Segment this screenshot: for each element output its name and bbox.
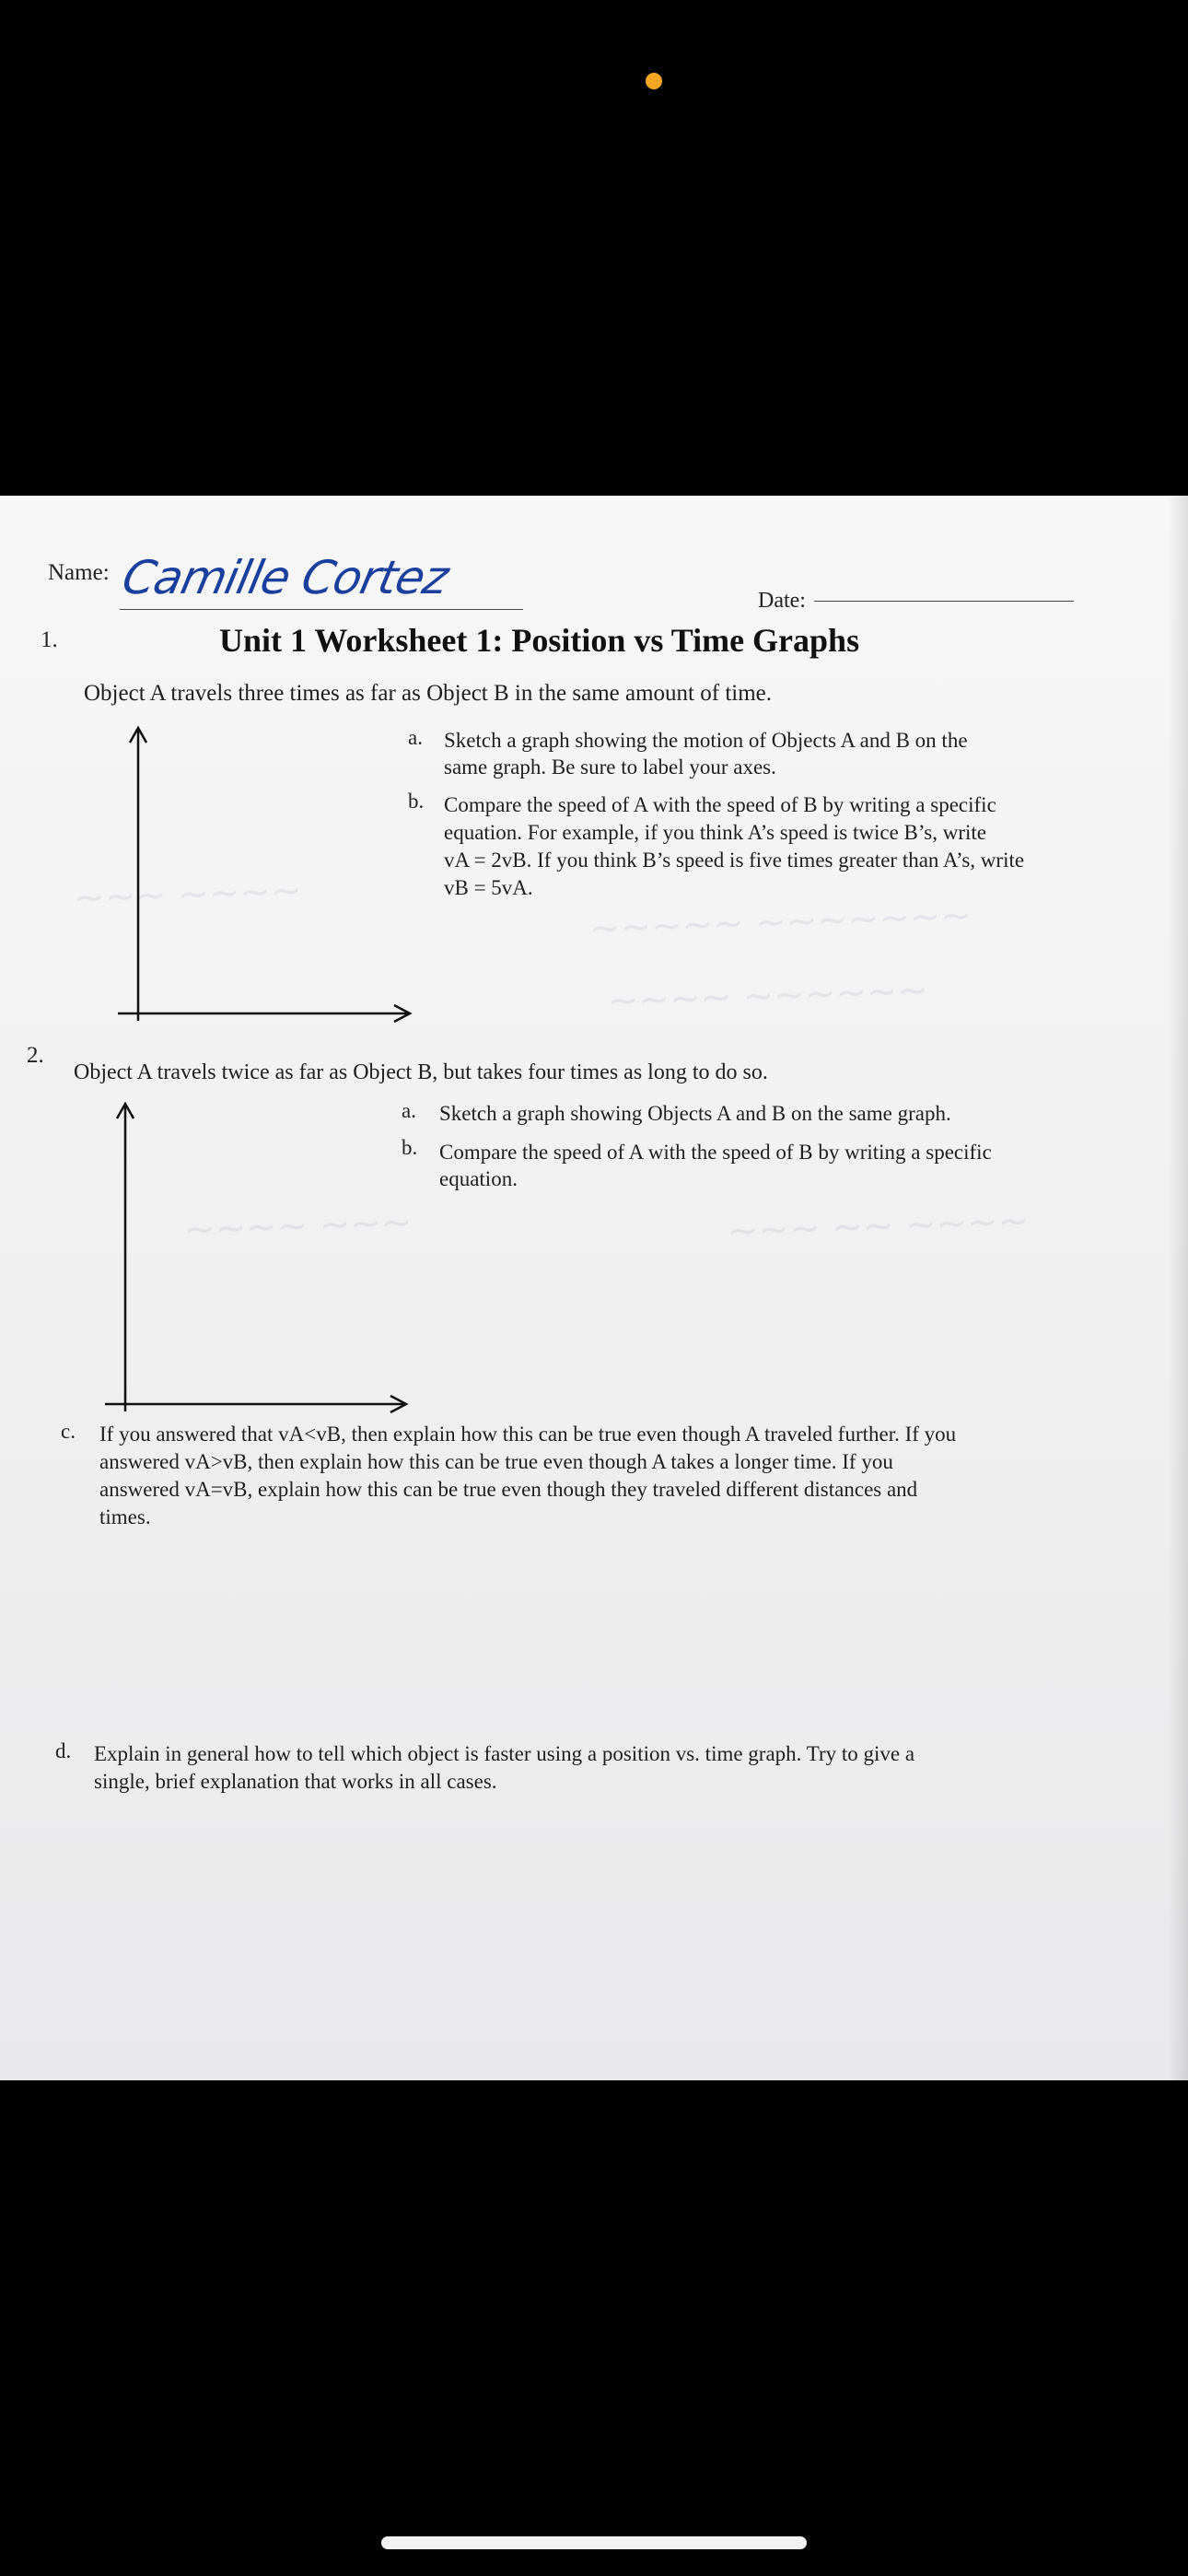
question-2b-line-1: Compare the speed of A with the speed of B by writing a specific — [439, 1141, 992, 1164]
bleed-through-mark: ~~~ ~~~~ — [73, 869, 303, 920]
question-2b-line-2: equation. — [439, 1167, 518, 1190]
question-2-number: 2. — [27, 1043, 44, 1068]
question-1a-line-1: Sketch a graph showing the motion of Objects A and B on the — [444, 729, 968, 752]
date-label: Date: — [758, 589, 806, 613]
question-1b-letter: b. — [408, 790, 425, 813]
question-2-prompt: Object A travels twice as far as Object B, but takes four times as long to do so. — [74, 1060, 768, 1084]
question-2a-line-1: Sketch a graph showing Objects A and B on the same graph. — [439, 1102, 951, 1125]
name-underline — [120, 609, 523, 610]
question-2c-line-4: times. — [99, 1505, 151, 1528]
name-label: Name: — [48, 560, 110, 585]
question-2d-line-1: Explain in general how to tell which object is faster using a position vs. time graph. Try to give a — [94, 1742, 915, 1765]
worksheet-title: Unit 1 Worksheet 1: Position vs Time Graphs — [219, 622, 860, 659]
bleed-through-mark: ~~~~~ ~~~~~~~ — [588, 894, 973, 951]
question-2a-letter: a. — [402, 1099, 416, 1122]
question-1b-line-1: Compare the speed of A with the speed of B by writing a specific — [444, 793, 996, 816]
question-1-number: 1. — [41, 627, 58, 652]
question-2c-line-3: answered vA=vB, explain how this can be true even though they traveled different distances and — [99, 1478, 918, 1501]
question-1b-line-3: vA = 2vB. If you think B’s speed is five times greater than A’s, write — [444, 849, 1025, 872]
question-2b-letter: b. — [402, 1136, 418, 1159]
question-1-prompt: Object A travels three times as far as Object B in the same amount of time. — [84, 681, 773, 706]
question-1b-line-2: equation. For example, if you think A’s speed is twice B’s, write — [444, 821, 986, 844]
question-2d-line-2: single, brief explanation that works in all cases. — [94, 1770, 497, 1793]
question-2c-line-2: answered vA>vB, then explain how this can be true even though A takes a longer time. If you — [99, 1450, 893, 1473]
home-indicator[interactable] — [381, 2536, 807, 2549]
paper-edge-shadow — [1168, 496, 1188, 2080]
bleed-through-mark: ~~~ ~~ ~~~~ — [727, 1200, 1030, 1253]
handwritten-name: Camille Cortez — [117, 551, 453, 604]
question-1a-line-2: same graph. Be sure to label your axes. — [444, 755, 776, 779]
bleed-through-mark: ~~~~ ~~~ — [183, 1200, 413, 1252]
question-1b-line-4: vB = 5vA. — [444, 876, 533, 899]
question-2c-letter: c. — [61, 1420, 76, 1443]
worksheet-photo — [0, 496, 1188, 2080]
question-2d-letter: d. — [55, 1739, 72, 1762]
question-2-blank-axes — [98, 1093, 420, 1434]
bleed-through-mark: ~~~~ ~~~~~~ — [607, 968, 929, 1024]
question-2c-line-1: If you answered that vA<vB, then explain how this can be true even though A traveled further. If you — [99, 1423, 957, 1446]
question-1-blank-axes — [111, 717, 424, 1048]
question-1a-letter: a. — [408, 726, 423, 749]
camera-indicator-dot — [646, 73, 662, 89]
date-underline — [814, 601, 1074, 602]
